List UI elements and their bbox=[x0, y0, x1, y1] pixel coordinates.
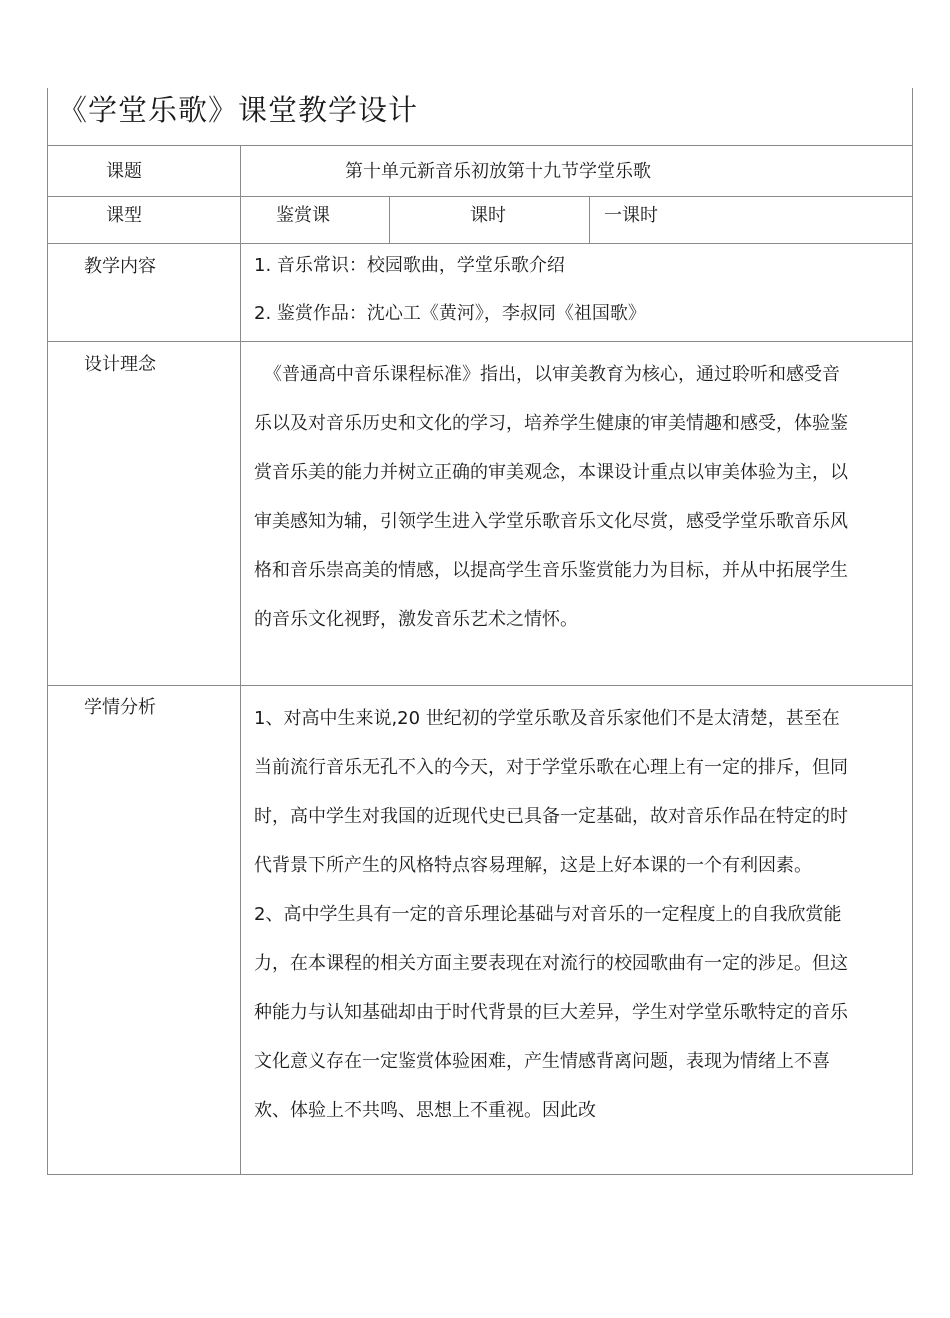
concept-line-5: 格和音乐崇高美的情感，以提高学生音乐鉴赏能力为目标，并从中拓展学生 bbox=[254, 560, 848, 581]
lesson-type-divider-2 bbox=[589, 196, 590, 244]
lesson-type-divider-1 bbox=[389, 196, 390, 244]
concept-line-2: 乐以及对音乐历史和文化的学习，培养学生健康的审美情趣和感受，体验鉴 bbox=[254, 413, 848, 434]
row-divider-lesson-type bbox=[47, 243, 913, 244]
table-border-left bbox=[47, 88, 48, 1175]
label-column-divider bbox=[240, 145, 241, 1175]
concept-line-4: 审美感知为辅，引领学生进入学堂乐歌音乐文化尽赏，感受学堂乐歌音乐风 bbox=[254, 511, 848, 532]
concept-line-3: 赏音乐美的能力并树立正确的审美观念，本课设计重点以审美体验为主，以 bbox=[254, 462, 848, 483]
analysis-line-6: 力，在本课程的相关方面主要表现在对流行的校园歌曲有一定的涉足。但这 bbox=[254, 953, 848, 974]
analysis-line-7: 种能力与认知基础却由于时代背景的巨大差异，学生对学堂乐歌特定的音乐 bbox=[254, 1002, 848, 1023]
page-title: 《学堂乐歌》课堂教学设计 bbox=[58, 93, 419, 127]
row-divider-content bbox=[47, 341, 913, 342]
concept-paragraph bbox=[254, 350, 848, 644]
class-hours-label: 课时 bbox=[470, 205, 506, 226]
table-border-right bbox=[912, 88, 913, 1175]
topic-label: 课题 bbox=[106, 161, 142, 182]
analysis-line-9: 欢、体验上不共鸣、思想上不重视。因此改 bbox=[254, 1100, 596, 1121]
class-hours-value: 一课时 bbox=[604, 205, 658, 226]
lesson-plan-document bbox=[47, 88, 913, 1175]
content-line-2: 2. 鉴赏作品：沈心工《黄河》，李叔同《祖国歌》 bbox=[254, 303, 646, 324]
analysis-paragraph bbox=[254, 694, 848, 1135]
content-line-1: 1. 音乐常识：校园歌曲，学堂乐歌介绍 bbox=[254, 255, 565, 276]
row-divider-topic bbox=[47, 196, 913, 197]
row-divider-concept bbox=[47, 685, 913, 686]
table-border-bottom bbox=[47, 1174, 913, 1175]
analysis-line-3: 时，高中学生对我国的近现代史已具备一定基础，故对音乐作品在特定的时 bbox=[254, 806, 848, 827]
content-label: 教学内容 bbox=[84, 256, 156, 277]
concept-label: 设计理念 bbox=[84, 354, 156, 375]
concept-line-1: 《普通高中音乐课程标准》指出，以审美教育为核心，通过聆听和感受音 bbox=[264, 364, 840, 385]
lesson-type-value: 鉴赏课 bbox=[276, 205, 330, 226]
analysis-line-5: 2、高中学生具有一定的音乐理论基础与对音乐的一定程度上的自我欣赏能 bbox=[254, 904, 842, 925]
analysis-label: 学情分析 bbox=[84, 697, 156, 718]
concept-line-6: 的音乐文化视野，激发音乐艺术之情怀。 bbox=[254, 609, 578, 630]
lesson-type-label: 课型 bbox=[106, 205, 142, 226]
analysis-line-4: 代背景下所产生的风格特点容易理解，这是上好本课的一个有利因素。 bbox=[254, 855, 812, 876]
analysis-line-2: 当前流行音乐无孔不入的今天，对于学堂乐歌在心理上有一定的排斥，但同 bbox=[254, 757, 848, 778]
topic-value: 第十单元新音乐初放第十九节学堂乐歌 bbox=[345, 161, 651, 182]
analysis-line-8: 文化意义存在一定鉴赏体验困难，产生情感背离问题，表现为情绪上不喜 bbox=[254, 1051, 830, 1072]
row-divider-title bbox=[47, 145, 913, 146]
analysis-line-1: 1、对高中生来说,20 世纪初的学堂乐歌及音乐家他们不是太清楚，甚至在 bbox=[254, 708, 840, 729]
